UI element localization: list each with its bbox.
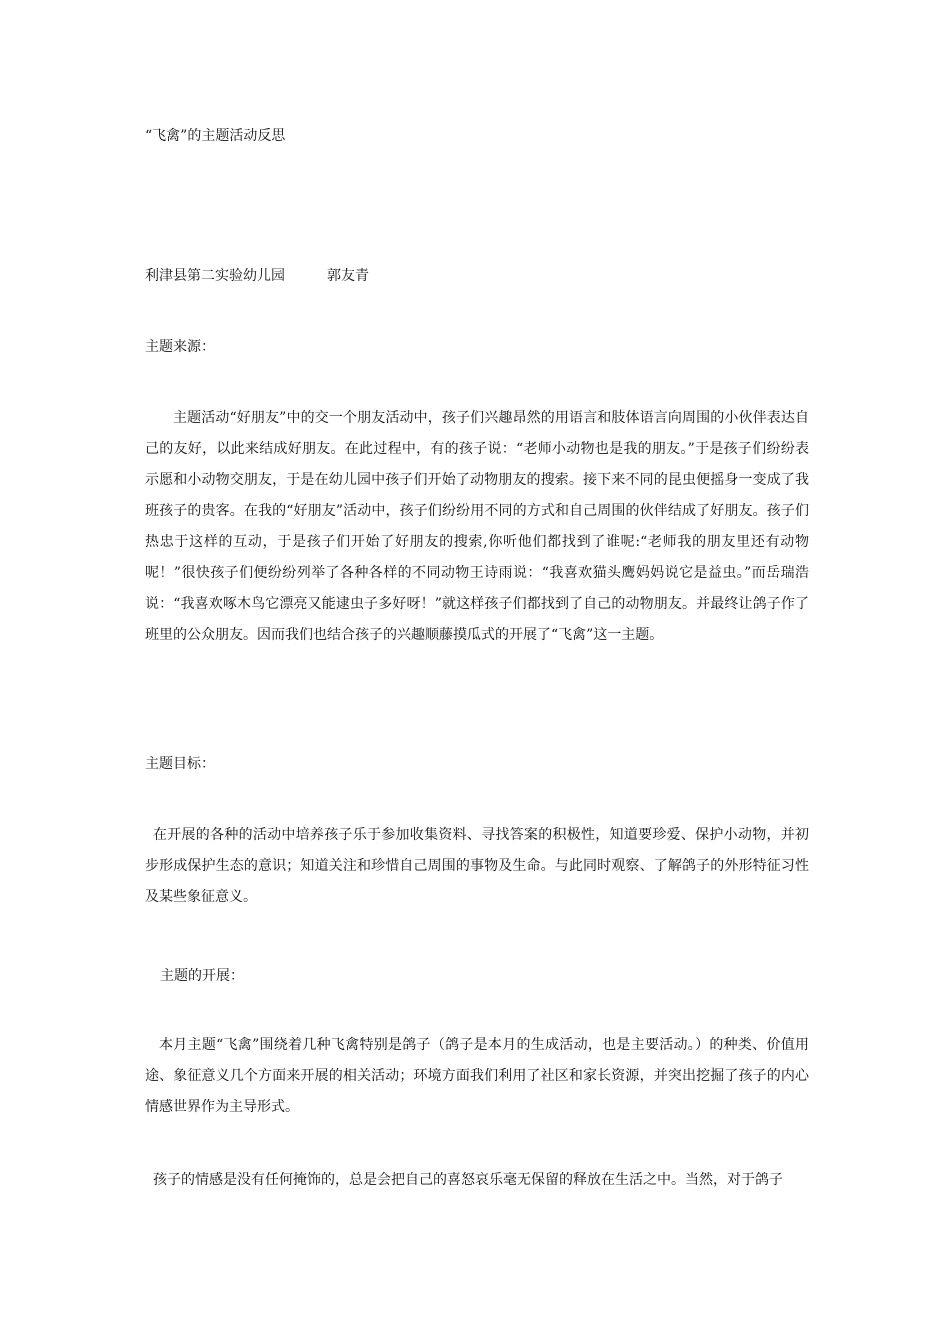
goal-paragraph: 在开展的各种的活动中培养孩子乐于参加收集资料、寻找答案的积极性，知道要珍爱、保护小动物，并初步形成保护生态的意识；知道关注和珍惜自己周围的事物及生命。与此同时观察、了解鸽子的外形特征习性及某些象征意义。 — [145, 827, 809, 905]
section-heading-source: 主题来源： — [145, 339, 215, 355]
section-heading-development: 主题的开展： — [160, 968, 244, 984]
author-name: 郭友青 — [327, 268, 369, 284]
development-paragraph: 本月主题“飞禽”围绕着几种飞禽特别是鸽子（鸽子是本月的生成活动，也是主要活动。）的种类、价值用途、象征意义几个方面来开展的相关活动；环境方面我们利用了社区和家长资源，并突出挖掘了孩子的内心情感世界作为主导形式。 — [145, 1037, 809, 1115]
document-title: “飞禽”的主题活动反思 — [145, 128, 286, 144]
author-org: 利津县第二实验幼儿园 — [145, 268, 285, 284]
emotion-paragraph: 孩子的情感是没有任何掩饰的，总是会把自己的喜怒哀乐毫无保留的释放在生活之中。当然，对于鸽子 — [153, 1172, 783, 1188]
author-line — [145, 266, 369, 286]
source-paragraph: 主题活动“好朋友”中的交一个朋友活动中，孩子们兴趣昂然的用语言和肢体语言向周围的小伙伴表达自己的友好，以此来结成好朋友。在此过程中，有的孩子说：“老师小动物也是我的朋友。”于是孩子们纷纷表示愿和小动物交朋友，于是在幼儿园中孩子们开始了动物朋友的搜索。接下来不同的昆虫便摇身一变成了我班孩子的贵客。在我的“好朋友”活动中，孩子们纷纷用不同的方式和自己周围的伙伴结成了好朋友。孩子们热忠于这样的互动，于是孩子们开始了好朋友的搜索,你听他们都找到了谁呢:“老师我的朋友里还有动物呢！”很快孩子们便纷纷列举了各种各样的不同动物王诗雨说：“我喜欢猫头鹰妈妈说它是益虫。”而岳瑞浩说：“我喜欢啄木鸟它漂亮又能逮虫子多好呀！”就这样孩子们都找到了自己的动物朋友。并最终让鸽子作了班里的公众朋友。因而我们也结合孩子的兴趣顺藤摸瓜式的开展了“飞禽”这一主题。 — [145, 410, 809, 643]
section-heading-goal: 主题目标： — [145, 756, 215, 772]
